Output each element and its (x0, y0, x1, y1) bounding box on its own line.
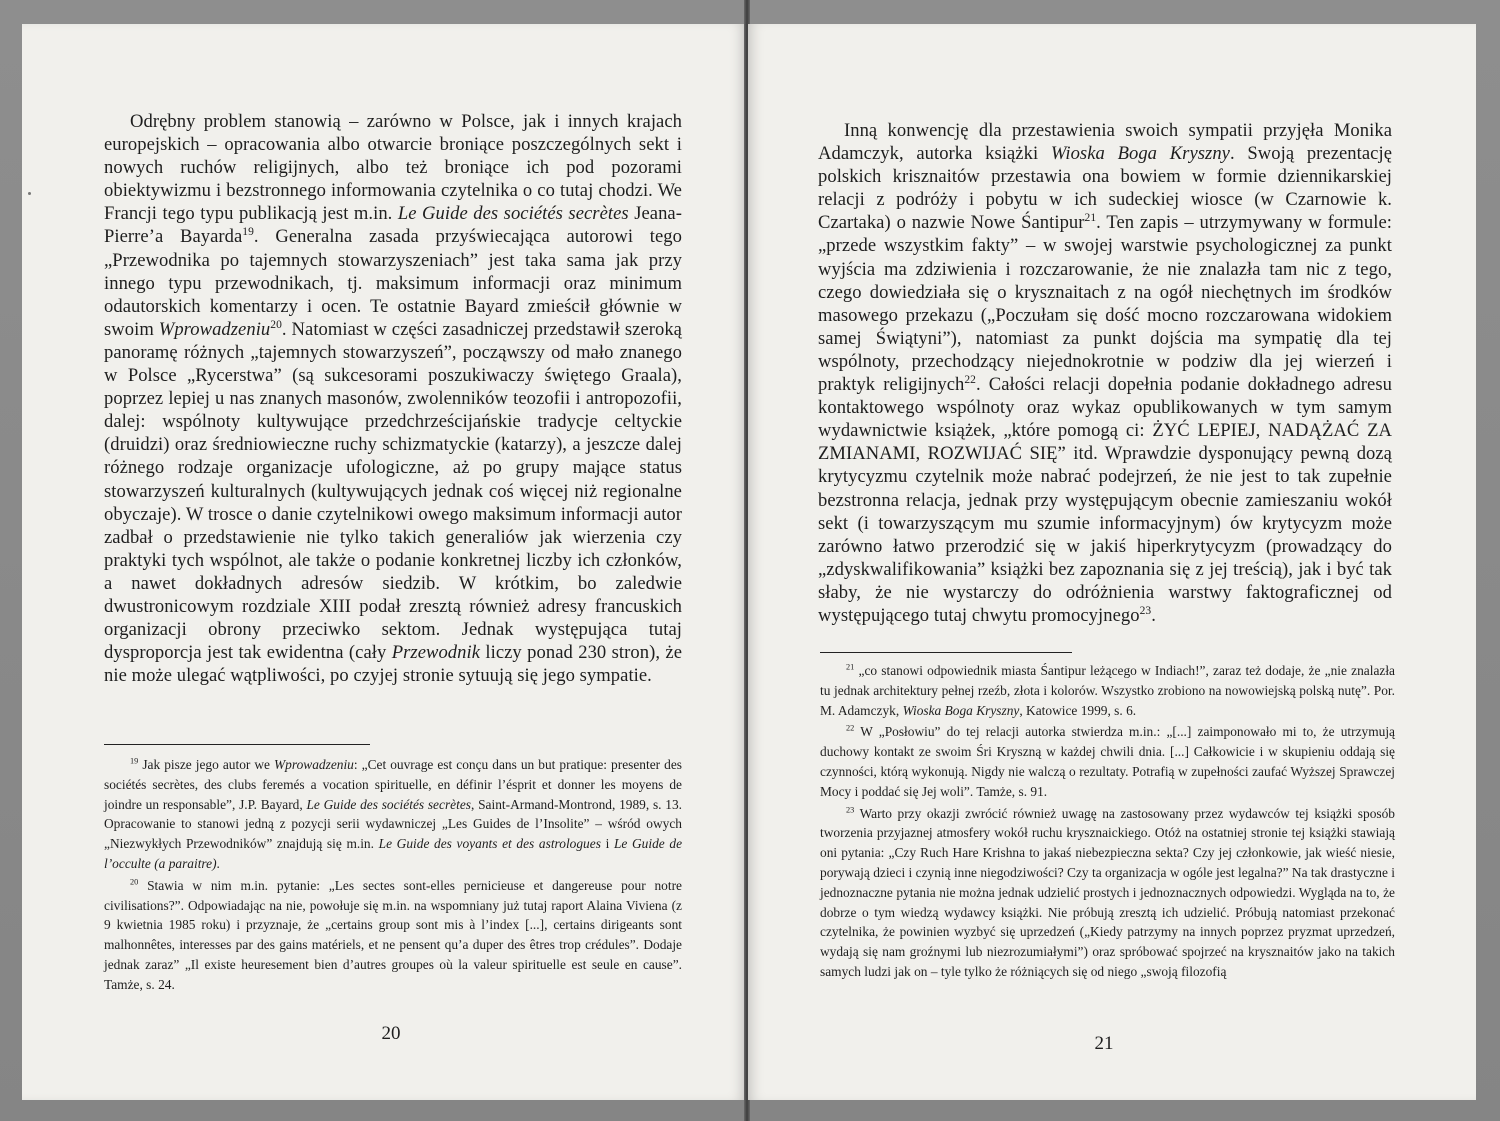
footnote-ref-22[interactable]: 22 (964, 373, 976, 386)
section-title-italic: Wprowadzeniu (158, 318, 271, 340)
left-page-body-text: Odrębny problem stanowią – zarówno w Polsce, jak i innych krajach europejskich – opracowania albo otwarcie broniące poszczególnych sekt i nowych ruchów religijnych, albo też broniące ich pod pozorami obiektywizmu i bezstronnego informowania czytelnika o co tutaj chodzi. We Francji tego typu publikacją jest m.in. Le Guide des sociétés secrètes Jeana-Pierre’a Bayarda$^{19}$. Generalna zasada przyświecająca autorowi tego „Przewodnika po tajemnych stowarzyszeniach” jest taka sama jak przy innego typu przewodnikach, tj. maksimum informacji oraz minimum odautorskich komentarzy i ocen. Te ostatnie Bayard zmieścił głównie w swoim Wprowadzeniu$^{20}$. Natomiast w części zasadniczej przedstawił szeroką panoramę różnych „tajemnych stowarzyszeń”, począwszy od mało znanego w Polsce „Rycerstwa” (są sukcesorami poszukiwaczy świętego Graala), poprzez lepiej u nas znanych masonów, zwolenników teozofii i antropozofii, dalej: wspólnoty kultywujące przedchrześcijańskie tradycje celtyckie (druidzi) oraz średniowieczne ruchy schizmatyckie (katarzy), a jeszcze dalej różnego rodzaje organizacje ufologiczne, aż po grupy mające status stowarzyszeń kulturalnych (kultywujących jednak coś więcej niż regionalne obyczaje). W trosce o danie czytelnikowi owego maksimum informacji autor zadbał o przedstawienie nie tylko takich generaliów jak wierzenia czy praktyki tych wspólnot, ale także o podanie konkretnej liczby ich członków, a nawet dokładnych adresów siedzib. W krótkim, bo zaledwie dwustronicowym rozdziale XIII podał zresztą również adresy francuskich organizacji obrony przeciwko sektom. Jednak występująca tutaj dysproporcja jest tak ewidentna (cały Przewodnik liczy ponad 230 stron), że nie może ulegać wątpliwości, po czyjej stronie sytuują się jego sympatie. (104, 111, 682, 687)
left-page (22, 24, 746, 1100)
footnote-23: $^{23}$ Warto przy okazji zwrócić również uwagę na zastosowany przez wydawców tej książki sposób tworzenia przyjaznej atmosfery wokół ruchu krysznaickiego. Otóż na ostatniej stronie tej książki stawiają oni pytania: „Czy Ruch Hare Krishna to jakaś niebezpieczna sekta? Czy jej członkowie, jak wieść niesie, porywają dzieci i czynią inne niegodziwości? Czy ta organizacja w ogóle jest legalna?” Na tak drastyczne i jednoznaczne pytania nie można jednak udzielić prostych i jednoznacznych odpowiedzi. Wygląda na to, że dobrze o tym wiedzą wydawcy książki. Nie próbują zresztą ich udzielić. Próbują natomiast przekonać czytelnika, że powinien wyzbyć się uprzedzeń („Kiedy patrzymy na innych poprzez pryzmat uprzedzeń, wydają się nam groźnymi lub niezrozumiałymi”) oraz spróbować spojrzeć na krysznaitów jako na takich samych ludzi jak on – tyle tylko że różniących się od niego „swoją filozofią (820, 805, 1395, 979)
footnote-21: $^{21}$ „co stanowi odpowiednik miasta Śantipur leżącego w Indiach!”, zaraz też dodaje, że „nie znalazła tu jednak architektury pełnej rzeźb, złota i kolorów. Wszystko zrobiono na nowowiejską polską nutę”. Por. M. Adamczyk, Wioska Boga Kryszny, Katowice 1999, s. 6. (820, 662, 1395, 718)
footnote-divider (104, 744, 370, 745)
footnote-ref-21[interactable]: 21 (1084, 212, 1097, 225)
page-number: 21 (1094, 1033, 1114, 1054)
footnote-22: $^{22}$ W „Posłowiu” do tej relacji autorka stwierdza m.in.: „[...] zaimponowało mi to, że utrzymują duchowy kontakt ze swoim Śri Kryszną w każdej chwili dnia. [...] Całkowicie i w skupieniu oddają się czynności, którą wykonują. Nigdy nie walczą o rezultaty. Potrafią w zupełności zaufać Wyższej Sprawczej Mocy i poddać się Jej woli”. Tamże, s. 91. (820, 723, 1395, 799)
book-title-italic: Przewodnik (391, 642, 481, 664)
right-footnotes (820, 661, 1395, 984)
scan-speck (28, 192, 31, 195)
page-number: 20 (381, 1023, 401, 1044)
footnote-divider (820, 652, 1072, 653)
book-title-italic: Wioska Boga Kryszny (1050, 143, 1230, 165)
left-footnotes (104, 755, 682, 997)
footnote-20: $^{20}$ Stawia w nim m.in. pytanie: „Les sectes sont-elles pernicieuse et dangereuse pour notre civilisations?”. Odpowiadając na nie, powołuje się m.in. na wspomniany już tutaj raport Alaina Viviena (z 9 kwietnia 1985 roku) i przyznaje, że „certains group sont mis à l’index [...], certains dirigeants sont malhonnêtes, interesses par des gains matériels, et ne pensent qu’a duper des êtres trop crédules”. Dodaje jednak zaraz” „Il existe heuresement bien d’autres groupes où la valeur spirituelle est seule en cause”. Tamże, s. 24. (104, 877, 682, 992)
book-title-italic: Le Guide des sociétés secrètes (397, 203, 629, 225)
footnote-ref-20[interactable]: 20 (270, 318, 282, 331)
footnote-ref-19[interactable]: 19 (242, 226, 254, 239)
right-page (748, 24, 1476, 1100)
right-page-body-text: Inną konwencję dla przestawienia swoich sympatii przyjęła Monika Adamczyk, autorka książki Wioska Boga Kryszny. Swoją prezentację polskich krisznaitów przestawia ona bowiem w formie dziennikarskiej relacji z podróży i pobytu w ich sudeckiej wiosce (w Czarnowie k. Czartaka) o nazwie Nowe Śantipur$^{21}$. Ten zapis – utrzymywany w formule: „przede wszystkim fakty” – w swojej warstwie psychologicznej za punkt wyjścia ma zdziwienia i rozczarowanie, że nie znalazła tam nic z tego, czego dowiedziała się o krysznaitach z na ogół niechętnych im środków masowego przekazu („Poczułam się dość mocno rozczarowana widokiem samej Świątyni”), natomiast za punkt dojścia ma sympatię dla tej wspólnoty, przechodzący niejednokrotnie w podziw dla jej wierzeń i praktyk religijnych$^{22}$. Całości relacji dopełnia podanie dokładnego adresu kontaktowego wspólnoty oraz wykaz opublikowanych w tym samym wydawnictwie książek, „które pomogą ci: ŻYĆ LEPIEJ, NADĄŻAĆ ZA ZMIANAMI, ROZWIJAĆ SIĘ” itd. Wprawdzie dysponujący pewną dozą krytycyzmu czytelnik może nabrać podejrzeń, że nie jest to tak zupełnie bezstronna relacja, jednak przy występującym obecnie zamieszaniu wokół sekt (i towarzyszącym mu szumie informacyjnym) ów krytycyzm może zarówno łatwo przerodzić się w jakiś hiperkrytycyzm (prowadzący do „zdyskwalifikowania” książki bez zapoznania się z jej treścią), jak i być tak słaby, że nie wystarczy do odróżnienia warstwy faktograficznej od występującego tutaj chwytu promocyjnego$^{23}$. (818, 120, 1392, 626)
footnote-ref-23[interactable]: 23 (1139, 604, 1152, 617)
footnote-19: $^{19}$ Jak pisze jego autor we Wprowadzeniu: „Cet ouvrage est conçu dans un but pratique: presenter des sociétés secrètes, des clubs feremés a vocation spirituelle, en définir l’ésprit et donner les moyens de joindre un responsable”, J.P. Bayard, Le Guide des sociétés secrètes, Saint-Armand-Montrond, 1989, s. 13. Opracowanie to stanowi jedną z pozycji serii wydawniczej „Les Guides de l’Insolite” – wśród owych „Niezwykłych Przewodników” znajdują się m.in. Le Guide des voyants et des astrologues i Le Guide de l’occulte (a paraitre). (104, 756, 683, 871)
